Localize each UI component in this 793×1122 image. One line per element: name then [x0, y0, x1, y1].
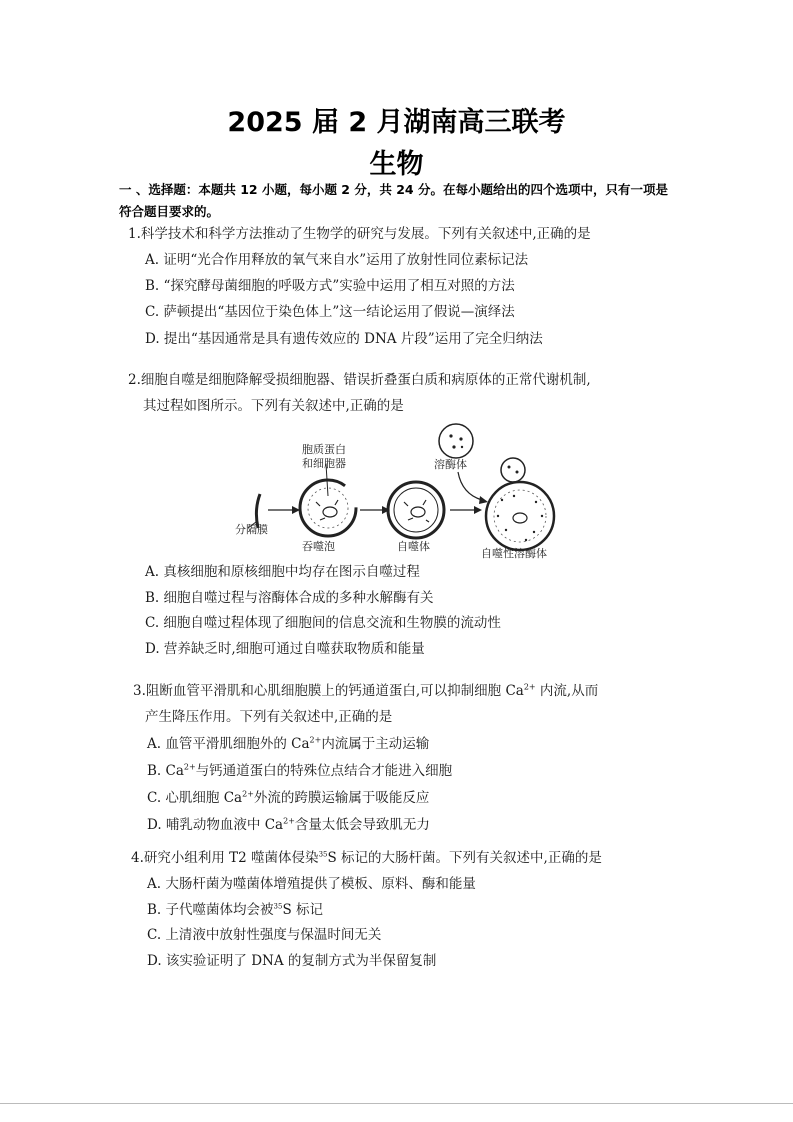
label-isolation-membrane: 分隔膜 — [235, 523, 268, 536]
q3-stem-line2: 产生降压作用。下列有关叙述中,正确的是 — [145, 709, 393, 725]
label-autolysosome: 自噬性溶酶体 — [481, 547, 547, 560]
q2-option-a: A. 真核细胞和原核细胞中均存在图示自噬过程 — [145, 564, 420, 580]
label-lysosome: 溶酶体 — [434, 458, 467, 471]
label-phagophore: 吞噬泡 — [302, 540, 335, 553]
q1-option-a: A. 证明“光合作用释放的氧气来自水”运用了放射性同位素标记法 — [145, 252, 529, 268]
q3-option-d: D. 哺乳动物血液中 $Ca^{2+}$含量太低会导致肌无力 — [147, 816, 430, 833]
autophagy-diagram — [230, 420, 570, 560]
q2-option-c: C. 细胞自噬过程体现了细胞间的信息交流和生物膜的流动性 — [145, 615, 501, 631]
label-autophagosome: 自噬体 — [397, 540, 430, 553]
q2-option-b: B. 细胞自噬过程与溶酶体合成的多种水解酶有关 — [145, 590, 434, 606]
q2-option-d: D. 营养缺乏时,细胞可通过自噬获取物质和能量 — [145, 641, 425, 657]
q4-option-c: C. 上清液中放射性强度与保温时间无关 — [147, 927, 382, 943]
q4-option-a: A. 大肠杆菌为噬菌体增殖提供了模板、原料、酶和能量 — [147, 876, 476, 892]
autolysosome-shape — [486, 482, 554, 550]
q2-stem-line2: 其过程如图所示。下列有关叙述中,正确的是 — [143, 398, 404, 414]
exam-title: 2025 届 2 月湖南高三联考 — [227, 107, 566, 138]
q1-option-c: C. 萨顿提出“基因位于染色体上”这一结论运用了假说—演绎法 — [145, 304, 515, 320]
lysosome-shape — [439, 424, 473, 458]
q4-option-d: D. 该实验证明了 DNA 的复制方式为半保留复制 — [147, 953, 437, 969]
q1-option-d: D. 提出“基因通常是具有遗传效应的 DNA 片段”运用了完全归纳法 — [145, 331, 543, 347]
q3-option-c: C. 心肌细胞 $Ca^{2+}$外流的跨膜运输属于吸能反应 — [147, 789, 430, 806]
q2-stem-line1: 2.细胞自噬是细胞降解受损细胞器、错误折叠蛋白质和病原体的正常代谢机制, — [128, 372, 591, 388]
section-instructions: 一 、选择题：本题共 12 小题，每小题 2 分，共 24 分。在每小题给出的四个选项中，只有一项是符合题目要求的。 — [119, 182, 668, 219]
q4-stem: 4.研究小组利用 T2 噬菌体侵染$^{35}$S 标记的大肠杆菌。下列有关叙述中,正确的是 — [131, 850, 602, 866]
autophagosome-shape — [388, 482, 444, 538]
q4-option-b: B. 子代噬菌体均会被$^{35}$S 标记 — [147, 902, 323, 918]
arrow-3-head — [474, 506, 482, 514]
lysosome-arrow — [458, 472, 482, 500]
label-cargo-line1: 胞质蛋白 — [302, 443, 346, 456]
q3-option-a: A. 血管平滑肌细胞外的 $Ca^{2+}$内流属于主动运输 — [147, 735, 430, 752]
q3-option-b: B. $Ca^{2+}$与钙通道蛋白的特殊位点结合才能进入细胞 — [147, 762, 453, 779]
q3-stem-line1: 3.阻断血管平滑肌和心肌细胞膜上的钙通道蛋白,可以抑制细胞 $Ca^{2+}$ 内流,从而 — [133, 682, 599, 699]
subject-title: 生物 — [369, 149, 424, 180]
page-bottom-divider — [0, 1103, 793, 1104]
label-cargo-line2: 和细胞器 — [302, 457, 346, 470]
q1-option-b: B. “探究酵母菌细胞的呼吸方式”实验中运用了相互对照的方法 — [145, 278, 515, 294]
q1-stem: 1.科学技术和科学方法推动了生物学的研究与发展。下列有关叙述中,正确的是 — [128, 226, 591, 242]
